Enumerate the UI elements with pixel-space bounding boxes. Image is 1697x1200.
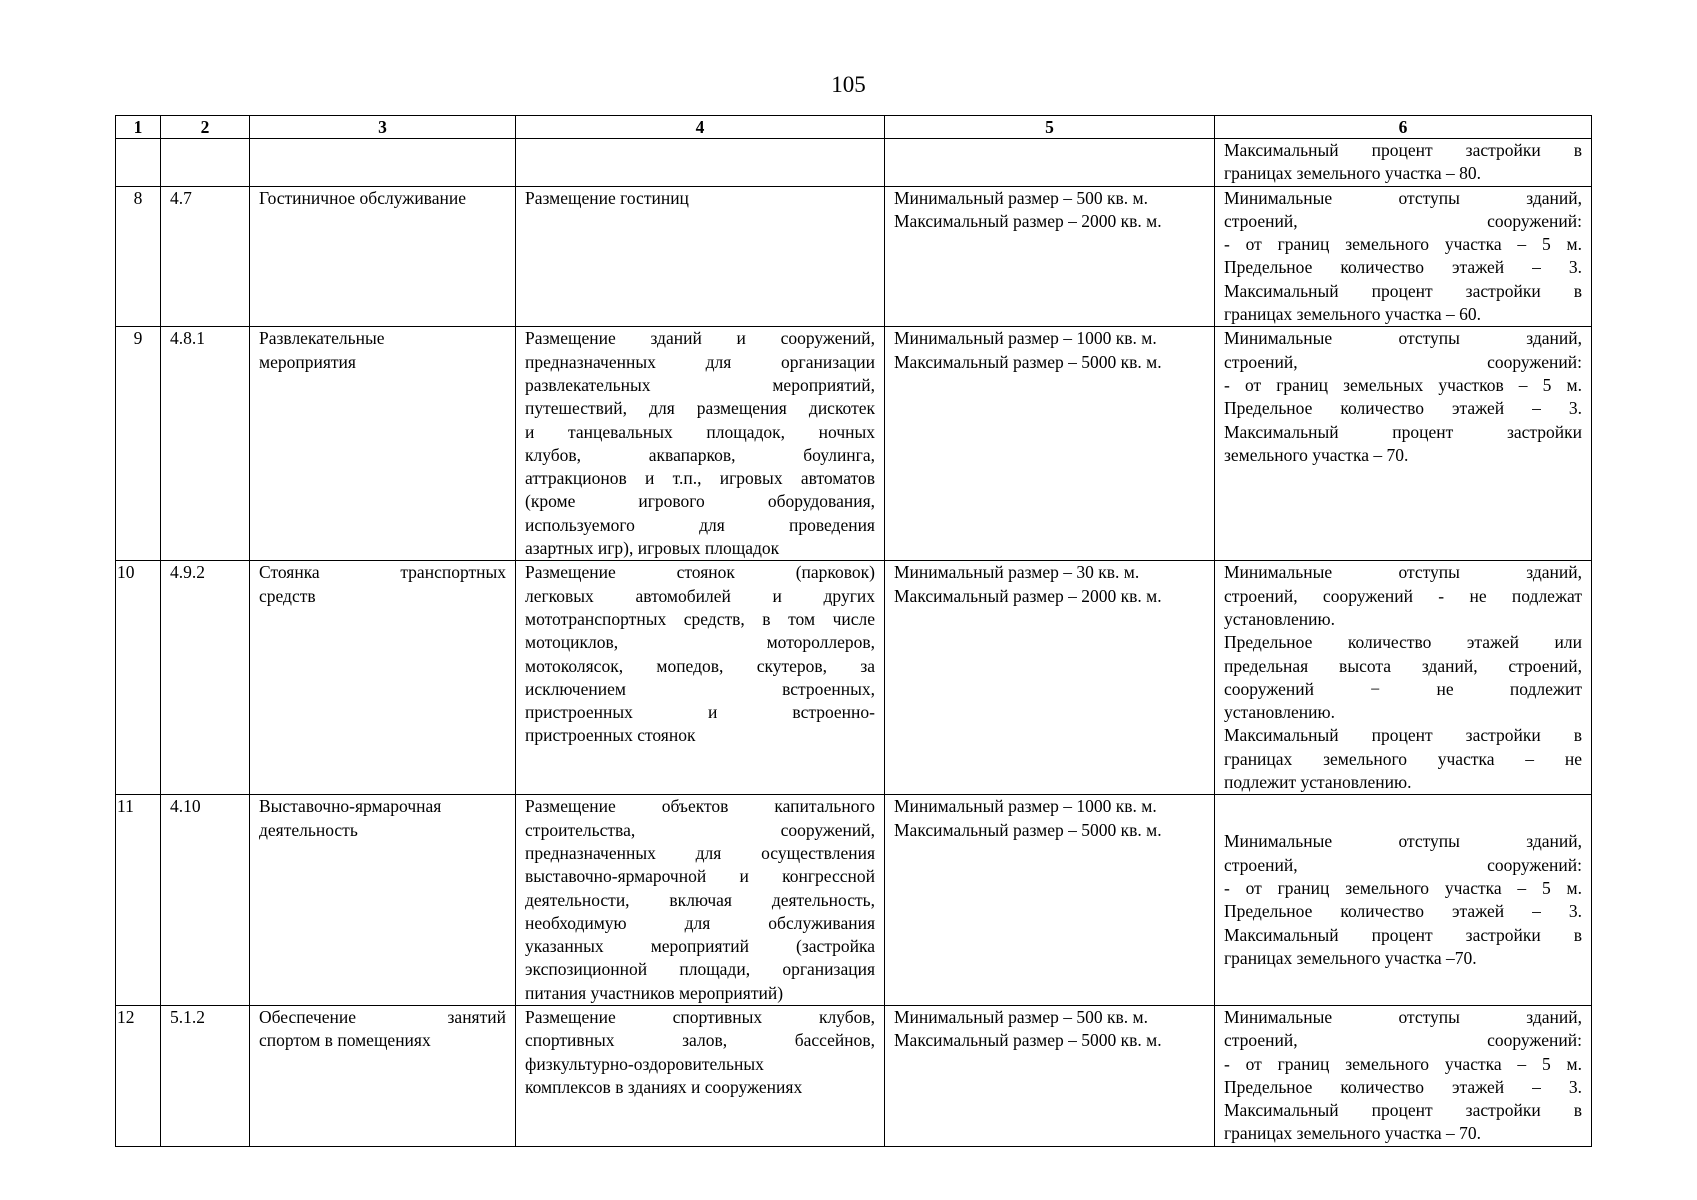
use-name-cell bbox=[250, 1005, 516, 1146]
parameters-cell bbox=[1215, 186, 1592, 327]
use-name-cell bbox=[250, 327, 516, 561]
cell-line: азартных игр), игровых площадок bbox=[525, 538, 780, 559]
cell-line: предназначенных для организации bbox=[525, 351, 875, 372]
cell-line: Минимальный размер – 500 кв. м. bbox=[894, 187, 1148, 208]
description-cell bbox=[516, 186, 885, 327]
cell-line: Минимальный размер – 1000 кв. м. bbox=[894, 328, 1157, 349]
plot-size-cell bbox=[885, 795, 1215, 1006]
cell-line: клубов, аквапарков, боулинга, bbox=[525, 444, 875, 465]
column-header: 2 bbox=[161, 116, 250, 139]
cell-line: Предельное количество этажей – 3. bbox=[1224, 398, 1582, 419]
column-header: 4 bbox=[516, 116, 885, 139]
table-row bbox=[116, 1005, 1592, 1146]
cell-line: Выставочно-ярмарочная bbox=[259, 796, 442, 817]
cell-line: Размещение гостиниц bbox=[525, 187, 689, 208]
cell-line: - от границ земельного участка – 5 м. bbox=[1224, 1053, 1582, 1074]
row-number-cell: 12 bbox=[116, 1005, 161, 1146]
cell-line: Минимальные отступы зданий, bbox=[1224, 562, 1582, 583]
cell-line: Максимальный размер – 2000 кв. м. bbox=[894, 210, 1162, 231]
description-cell bbox=[516, 795, 885, 1006]
cell-line: Минимальный размер – 500 кв. м. bbox=[894, 1006, 1148, 1027]
cell-line: Максимальный процент застройки в bbox=[1224, 1100, 1582, 1121]
description-cell bbox=[516, 1005, 885, 1146]
use-name-cell bbox=[250, 561, 516, 795]
cell-line: мототранспортных средств, в том числе bbox=[525, 608, 875, 629]
cell-line: необходимую для обслуживания bbox=[525, 912, 875, 933]
table-row bbox=[116, 795, 1592, 1006]
use-name-cell bbox=[250, 795, 516, 1006]
cell-line: исключением встроенных, bbox=[525, 678, 875, 699]
cell-line: Развлекательные bbox=[259, 328, 385, 349]
cell-line: предназначенных для осуществления bbox=[525, 842, 875, 863]
cell-line: развлекательных мероприятий, bbox=[525, 374, 875, 395]
cell-line: питания участников мероприятий) bbox=[525, 982, 784, 1003]
cell-line: экспозиционной площади, организация bbox=[525, 959, 875, 980]
description-cell bbox=[516, 139, 885, 187]
cell-line: границах земельного участка – 70. bbox=[1224, 1123, 1482, 1144]
cell-line: Размещение зданий и сооружений, bbox=[525, 328, 875, 349]
cell-line: Предельное количество этажей – 3. bbox=[1224, 257, 1582, 278]
cell-line: границах земельного участка – 60. bbox=[1224, 304, 1482, 325]
cell-line: Минимальные отступы зданий, bbox=[1224, 1006, 1582, 1027]
cell-line: (кроме игрового оборудования, bbox=[525, 491, 875, 512]
cell-line: Размещение объектов капитального bbox=[525, 796, 875, 817]
cell-line: деятельности, включая деятельность, bbox=[525, 889, 875, 910]
code-cell bbox=[161, 139, 250, 187]
cell-line: предельная высота зданий, строений, bbox=[1224, 655, 1582, 676]
cell-line: Минимальные отступы зданий, bbox=[1224, 831, 1582, 852]
cell-line: строений, сооружений: bbox=[1224, 210, 1582, 231]
cell-line: используемого для проведения bbox=[525, 514, 875, 535]
row-number-cell: 8 bbox=[116, 186, 161, 327]
parameters-cell bbox=[1215, 139, 1592, 187]
cell-line: строений, сооружений - не подлежат bbox=[1224, 585, 1582, 606]
code-cell: 4.10 bbox=[161, 795, 250, 1006]
row-number-cell: 9 bbox=[116, 327, 161, 561]
row-number-cell: 11 bbox=[116, 795, 161, 1006]
cell-line: Максимальный размер – 5000 кв. м. bbox=[894, 1030, 1162, 1051]
table-row bbox=[116, 561, 1592, 795]
cell-line: путешествий, для размещения дискотек bbox=[525, 398, 875, 419]
plot-size-cell bbox=[885, 1005, 1215, 1146]
cell-line: спортом в помещениях bbox=[259, 1030, 431, 1051]
cell-line: Минимальный размер – 1000 кв. м. bbox=[894, 796, 1157, 817]
cell-line: Максимальный процент застройки в bbox=[1224, 280, 1582, 301]
cell-line: - от границ земельных участков – 5 м. bbox=[1224, 374, 1582, 395]
cell-line: мотоколясок, мопедов, скутеров, за bbox=[525, 655, 875, 676]
cell-line: спортивных залов, бассейнов, bbox=[525, 1030, 875, 1051]
column-header: 5 bbox=[885, 116, 1215, 139]
cell-line: Минимальные отступы зданий, bbox=[1224, 187, 1582, 208]
cell-line: легковых автомобилей и других bbox=[525, 585, 875, 606]
plot-size-cell bbox=[885, 186, 1215, 327]
column-header: 6 bbox=[1215, 116, 1592, 139]
cell-line: строений, сооружений: bbox=[1224, 351, 1582, 372]
cell-line: границах земельного участка –70. bbox=[1224, 947, 1477, 968]
cell-line: Стоянка транспортных bbox=[259, 562, 506, 583]
cell-line: строений, сооружений: bbox=[1224, 854, 1582, 875]
row-number-cell: 10 bbox=[116, 561, 161, 795]
code-cell: 5.1.2 bbox=[161, 1005, 250, 1146]
cell-line: деятельность bbox=[259, 819, 358, 840]
cell-line: аттракционов и т.п., игровых автоматов bbox=[525, 468, 875, 489]
table-row bbox=[116, 186, 1592, 327]
cell-line: выставочно-ярмарочной и конгрессной bbox=[525, 866, 875, 887]
cell-line: Максимальный процент застройки в bbox=[1224, 140, 1582, 160]
cell-line: средств bbox=[259, 585, 316, 606]
plot-size-cell bbox=[885, 139, 1215, 187]
cell-line: Максимальный процент застройки в bbox=[1224, 725, 1582, 746]
cell-line: указанных мероприятий (застройка bbox=[525, 936, 875, 957]
cell-line: строений, сооружений: bbox=[1224, 1030, 1582, 1051]
cell-line: Предельное количество этажей или bbox=[1224, 632, 1582, 653]
code-cell: 4.9.2 bbox=[161, 561, 250, 795]
cell-line: и танцевальных площадок, ночных bbox=[525, 421, 875, 442]
cell-line: Максимальный размер – 5000 кв. м. bbox=[894, 351, 1162, 372]
table-row bbox=[116, 327, 1592, 561]
table-header-row bbox=[116, 116, 1592, 139]
cell-line: сооружений − не подлежит bbox=[1224, 678, 1582, 699]
cell-line: установлению. bbox=[1224, 702, 1335, 723]
cell-line: Размещение стоянок (парковок) bbox=[525, 562, 875, 583]
description-cell bbox=[516, 561, 885, 795]
cell-line: Обеспечение занятий bbox=[259, 1006, 506, 1027]
cell-line: установлению. bbox=[1224, 608, 1335, 629]
cell-line: мероприятия bbox=[259, 351, 356, 372]
code-cell: 4.7 bbox=[161, 186, 250, 327]
cell-line: пристроенных и встроенно- bbox=[525, 702, 875, 723]
parameters-cell bbox=[1215, 561, 1592, 795]
cell-line: - от границ земельного участка – 5 м. bbox=[1224, 877, 1582, 898]
cell-line: комплексов в зданиях и сооружениях bbox=[525, 1076, 803, 1097]
cell-line: Максимальный размер – 5000 кв. м. bbox=[894, 819, 1162, 840]
cell-line: Размещение спортивных клубов, bbox=[525, 1006, 875, 1027]
cell-line: Максимальный процент застройки bbox=[1224, 421, 1582, 442]
parameters-cell bbox=[1215, 1005, 1592, 1146]
cell-line: мотоциклов, мотороллеров, bbox=[525, 632, 875, 653]
cell-line: физкультурно-оздоровительных bbox=[525, 1053, 764, 1074]
parameters-cell bbox=[1215, 795, 1592, 1006]
cell-line: Гостиничное обслуживание bbox=[259, 187, 466, 208]
cell-line: земельного участка – 70. bbox=[1224, 444, 1409, 465]
plot-size-cell bbox=[885, 561, 1215, 795]
parameters-cell bbox=[1215, 327, 1592, 561]
page-number: 105 bbox=[831, 72, 866, 97]
cell-line: Минимальный размер – 30 кв. м. bbox=[894, 562, 1140, 583]
cell-line: - от границ земельного участка – 5 м. bbox=[1224, 234, 1582, 255]
row-number-cell bbox=[116, 139, 161, 187]
plot-size-cell bbox=[885, 327, 1215, 561]
cell-line: строительства, сооружений, bbox=[525, 819, 875, 840]
use-name-cell bbox=[250, 186, 516, 327]
cell-line: Предельное количество этажей – 3. bbox=[1224, 901, 1582, 922]
cell-line: Максимальный размер – 2000 кв. м. bbox=[894, 585, 1162, 606]
use-name-cell bbox=[250, 139, 516, 187]
table-row bbox=[116, 139, 1592, 187]
land-use-table bbox=[115, 115, 1592, 1147]
column-header: 1 bbox=[116, 116, 161, 139]
cell-line: пристроенных стоянок bbox=[525, 725, 696, 746]
cell-line: границах земельного участка – не bbox=[1224, 748, 1582, 769]
cell-line: Максимальный процент застройки в bbox=[1224, 924, 1582, 945]
column-header: 3 bbox=[250, 116, 516, 139]
description-cell bbox=[516, 327, 885, 561]
code-cell: 4.8.1 bbox=[161, 327, 250, 561]
cell-line: подлежит установлению. bbox=[1224, 772, 1412, 793]
cell-line: Предельное количество этажей – 3. bbox=[1224, 1076, 1582, 1097]
cell-line: границах земельного участка – 80. bbox=[1224, 163, 1482, 184]
cell-line: Минимальные отступы зданий, bbox=[1224, 328, 1582, 349]
